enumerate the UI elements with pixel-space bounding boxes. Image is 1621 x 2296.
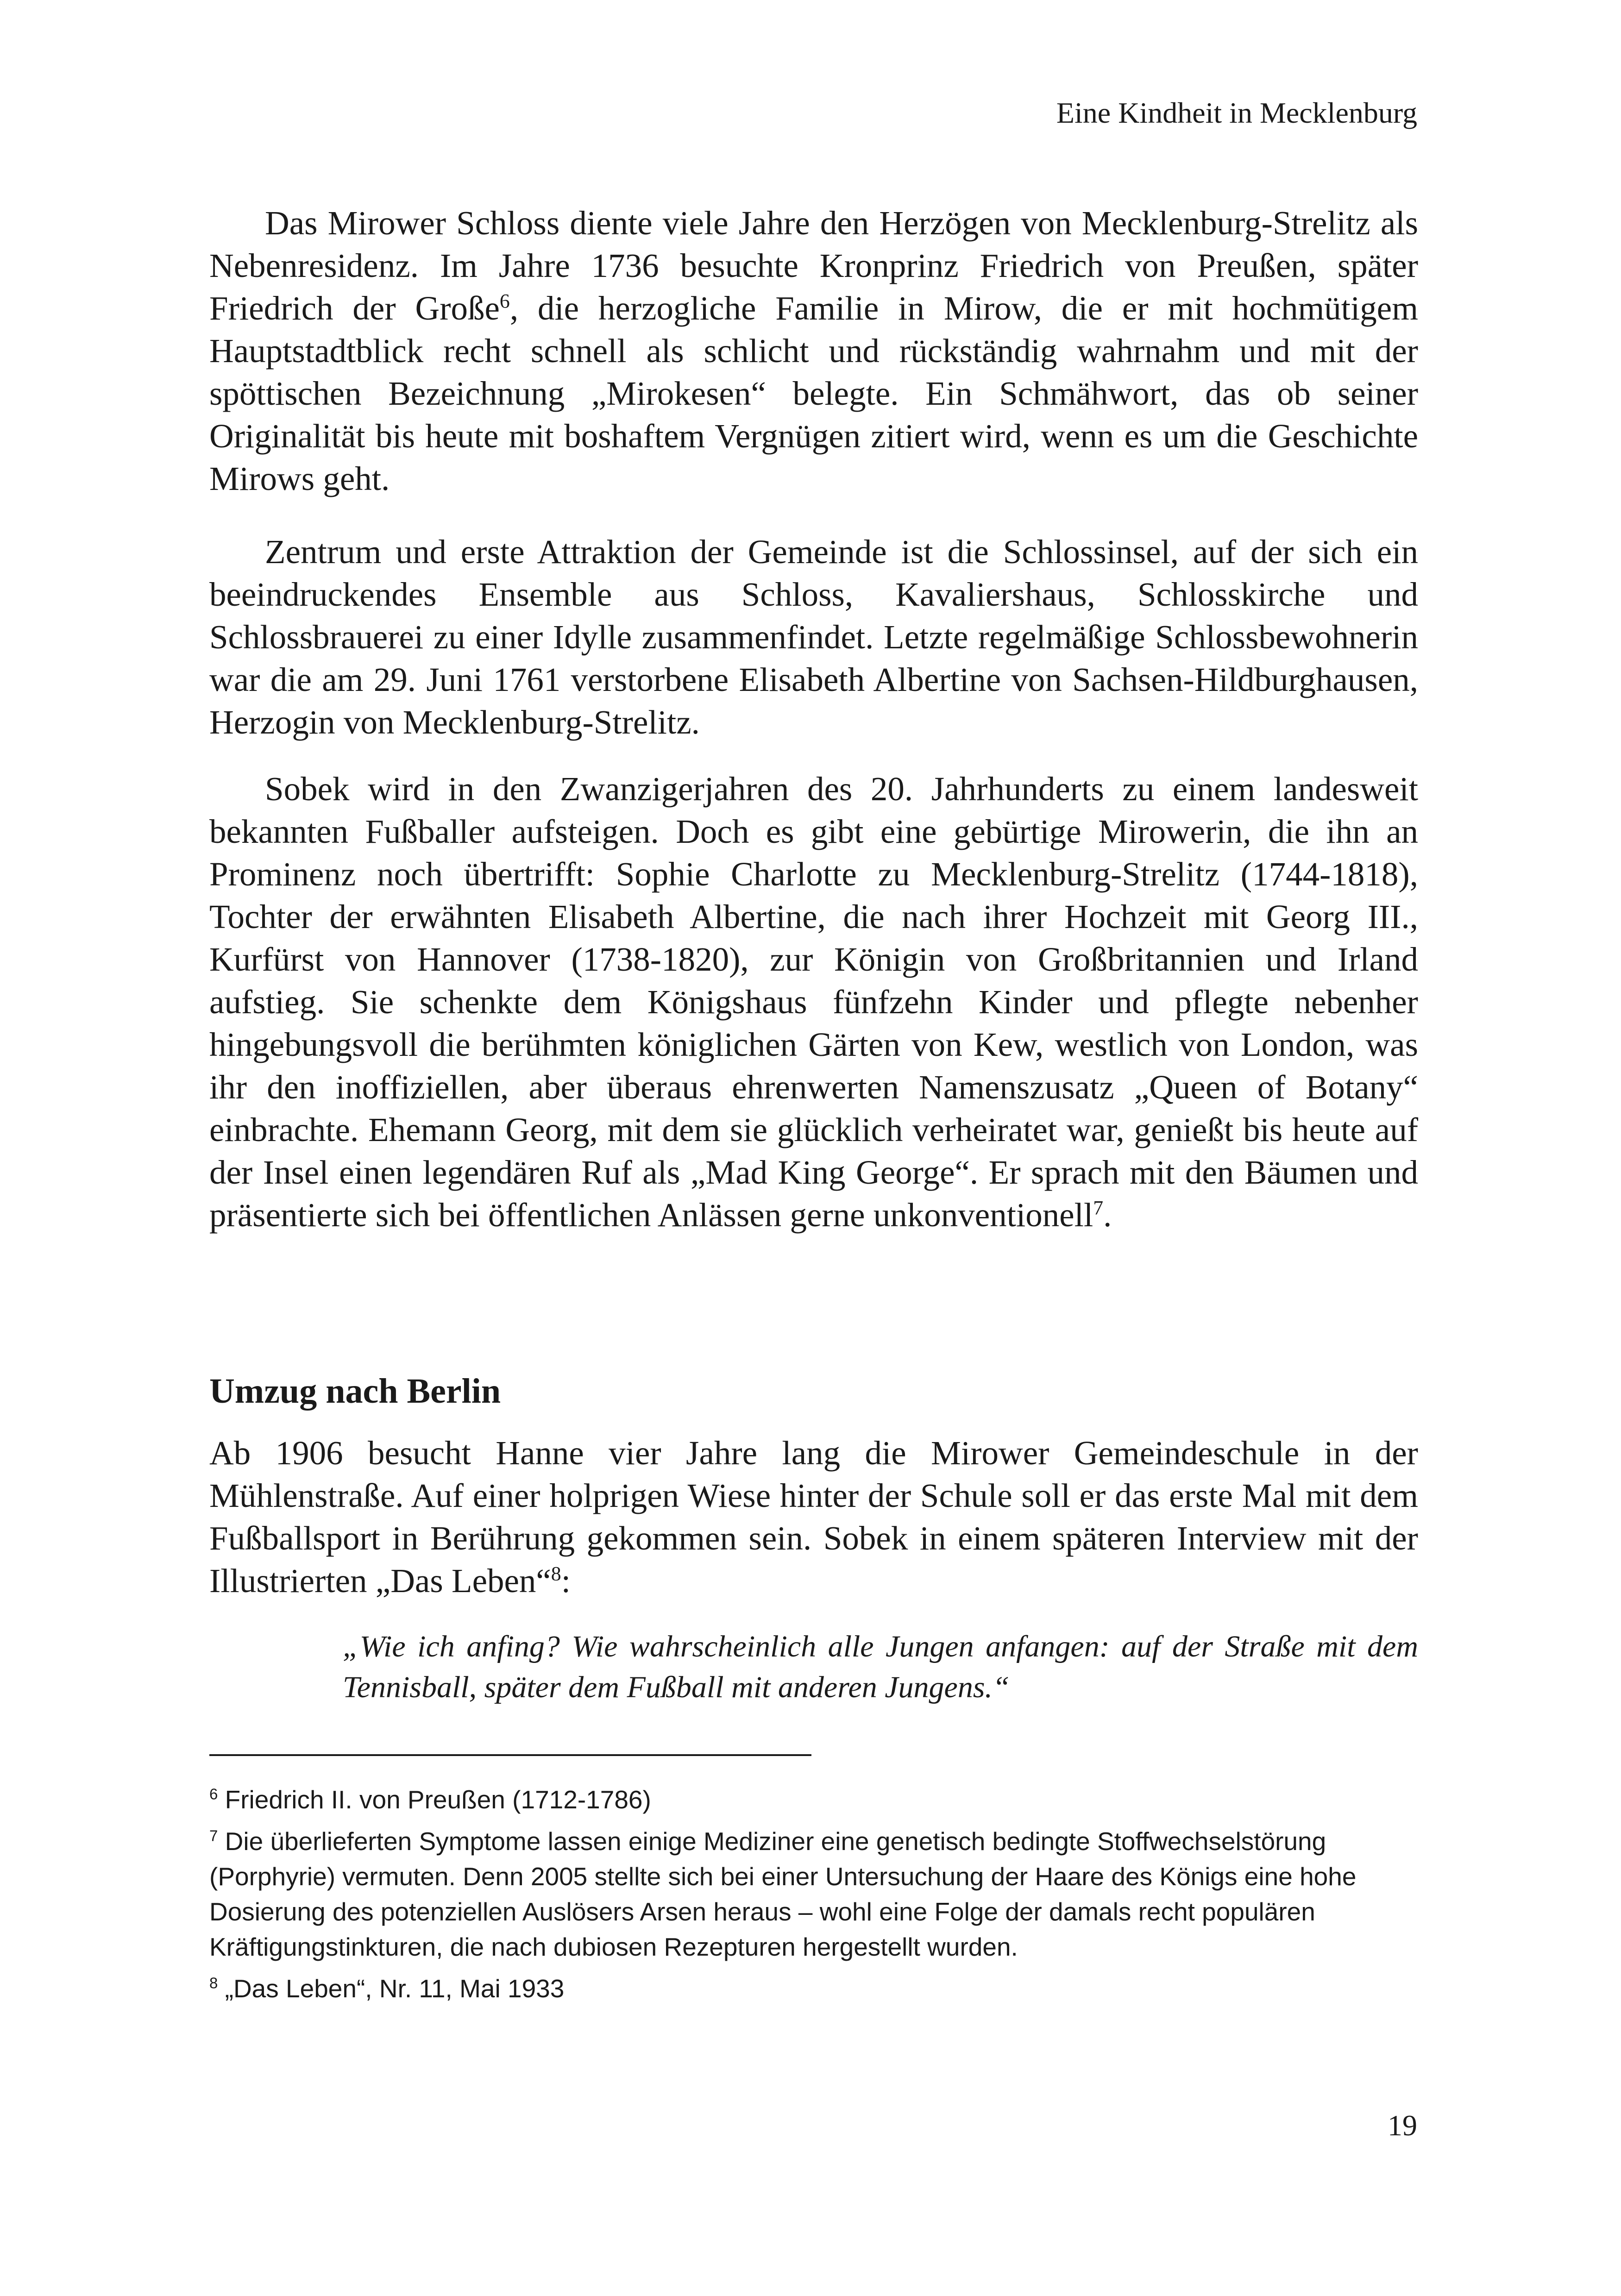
running-head: Eine Kindheit in Mecklenburg: [1056, 96, 1417, 129]
paragraph-text: .: [1103, 1196, 1112, 1234]
page-number: 19: [1388, 2109, 1417, 2142]
footnote-text: Friedrich II. von Preußen (1712-1786): [225, 1785, 651, 1814]
section-heading: Umzug nach Berlin: [209, 1372, 501, 1411]
paragraph-schloss: [209, 202, 1418, 500]
paragraph-text: , die herzogliche Familie in Mirow, die er mit hochmütigem Hauptstadtblick recht schnell als schlicht und rückständig wahrnahm und mit der spöttischen Bezeichnung „Mirokesen“ belegte. Ein Schmähwort, das ob seiner Originalität bis heute mit boshaftem Vergnügen zitiert wird, wenn es um die Geschichte Mirows geht.: [209, 289, 1418, 497]
footnote-8: [209, 1971, 1418, 2006]
paragraph-text: Das Mirower Schloss diente viele Jahre den Herzögen von Mecklenburg-Strelitz als Nebenresidenz. Im Jahre 1736 besuchte Kronprinz Friedrich von Preußen, später Friedrich der Große: [209, 204, 1418, 327]
paragraph-sophie-charlotte: [209, 768, 1418, 1236]
footnote-text: Die überlieferten Symptome lassen einige Mediziner eine genetisch bedingte Stoffwechselstörung (Porphyrie) vermuten. Denn 2005 stellte sich bei einer Untersuchung der Haare des Königs eine hohe Dosierung des potenziellen Auslösers Arsen heraus – wohl eine Folge der damals recht populären Kräftigungstinkturen, die nach dubiosen Rezepturen hergestellt wurden.: [209, 1827, 1357, 1961]
block-quote: „Wie ich anfing? Wie wahrscheinlich alle Jungen anfangen: auf der Straße mit dem Tennisball, später dem Fußball mit anderen Jungens.“: [343, 1630, 1418, 1704]
footnotes: [209, 1782, 1418, 2013]
paragraph-schlossinsel: Zentrum und erste Attraktion der Gemeinde ist die Schlossinsel, auf der sich ein beeindruckendes Ensemble aus Schloss, Kavaliershaus, Schlosskirche und Schlossbrauerei zu einer Idylle zusammenfindet. Letzte regelmäßige Schlossbewohnerin war die am 29. Juni 1761 verstorbene Elisabeth Albertine von Sachsen-Hildburghausen, Herzogin von Mecklenburg-Strelitz.: [209, 533, 1418, 741]
footnote-number: 8: [209, 1974, 218, 1992]
footnote-text: „Das Leben“, Nr. 11, Mai 1933: [225, 1974, 565, 2003]
footnote-7: [209, 1824, 1418, 1964]
paragraph-text: :: [561, 1562, 571, 1600]
footnote-ref-8: 8: [551, 1562, 561, 1585]
paragraph-text: Sobek wird in den Zwanzigerjahren des 20. Jahrhunderts zu einem landesweit bekannten Fußballer aufsteigen. Doch es gibt eine gebürtige Mirowerin, die ihn an Prominenz noch übertrifft: Sophie Charlotte zu Mecklenburg-Strelitz (1744-1818), Tochter der erwähnten Elisabeth Albertine, die nach ihrer Hochzeit mit Georg III., Kurfürst von Hannover (1738-1820), zur Königin von Großbritannien und Irland aufstieg. Sie schenkte dem Königshaus fünfzehn Kinder und pflegte nebenher hingebungsvoll die berühmten königlichen Gärten von Kew, westlich von London, was ihr den inoffiziellen, aber überaus ehrenwerten Namenszusatz „Queen of Botany“ einbrachte. Ehemann Georg, mit dem sie glücklich verheiratet war, genießt bis heute auf der Insel einen legendären Ruf als „Mad King George“. Er sprach mit den Bäumen und präsentierte sich bei öffentlichen Anlässen gerne unkonventionell: [209, 770, 1418, 1234]
footnote-ref-7: 7: [1093, 1197, 1104, 1219]
footnote-divider: [209, 1754, 811, 1756]
paragraph-text: Ab 1906 besucht Hanne vier Jahre lang die Mirower Gemeindeschule in der Mühlenstraße. Auf einer holprigen Wiese hinter der Schule soll er das erste Mal mit dem Fußballsport in Berührung gekommen sein. Sobek in einem späteren Interview mit der Illustrierten „Das Leben“: [209, 1434, 1418, 1600]
footnote-number: 6: [209, 1785, 218, 1803]
footnote-ref-6: 6: [499, 290, 510, 313]
footnote-6: [209, 1782, 1418, 1817]
footnote-number: 7: [209, 1827, 218, 1844]
paragraph-gemeindeschule: [209, 1432, 1418, 1602]
